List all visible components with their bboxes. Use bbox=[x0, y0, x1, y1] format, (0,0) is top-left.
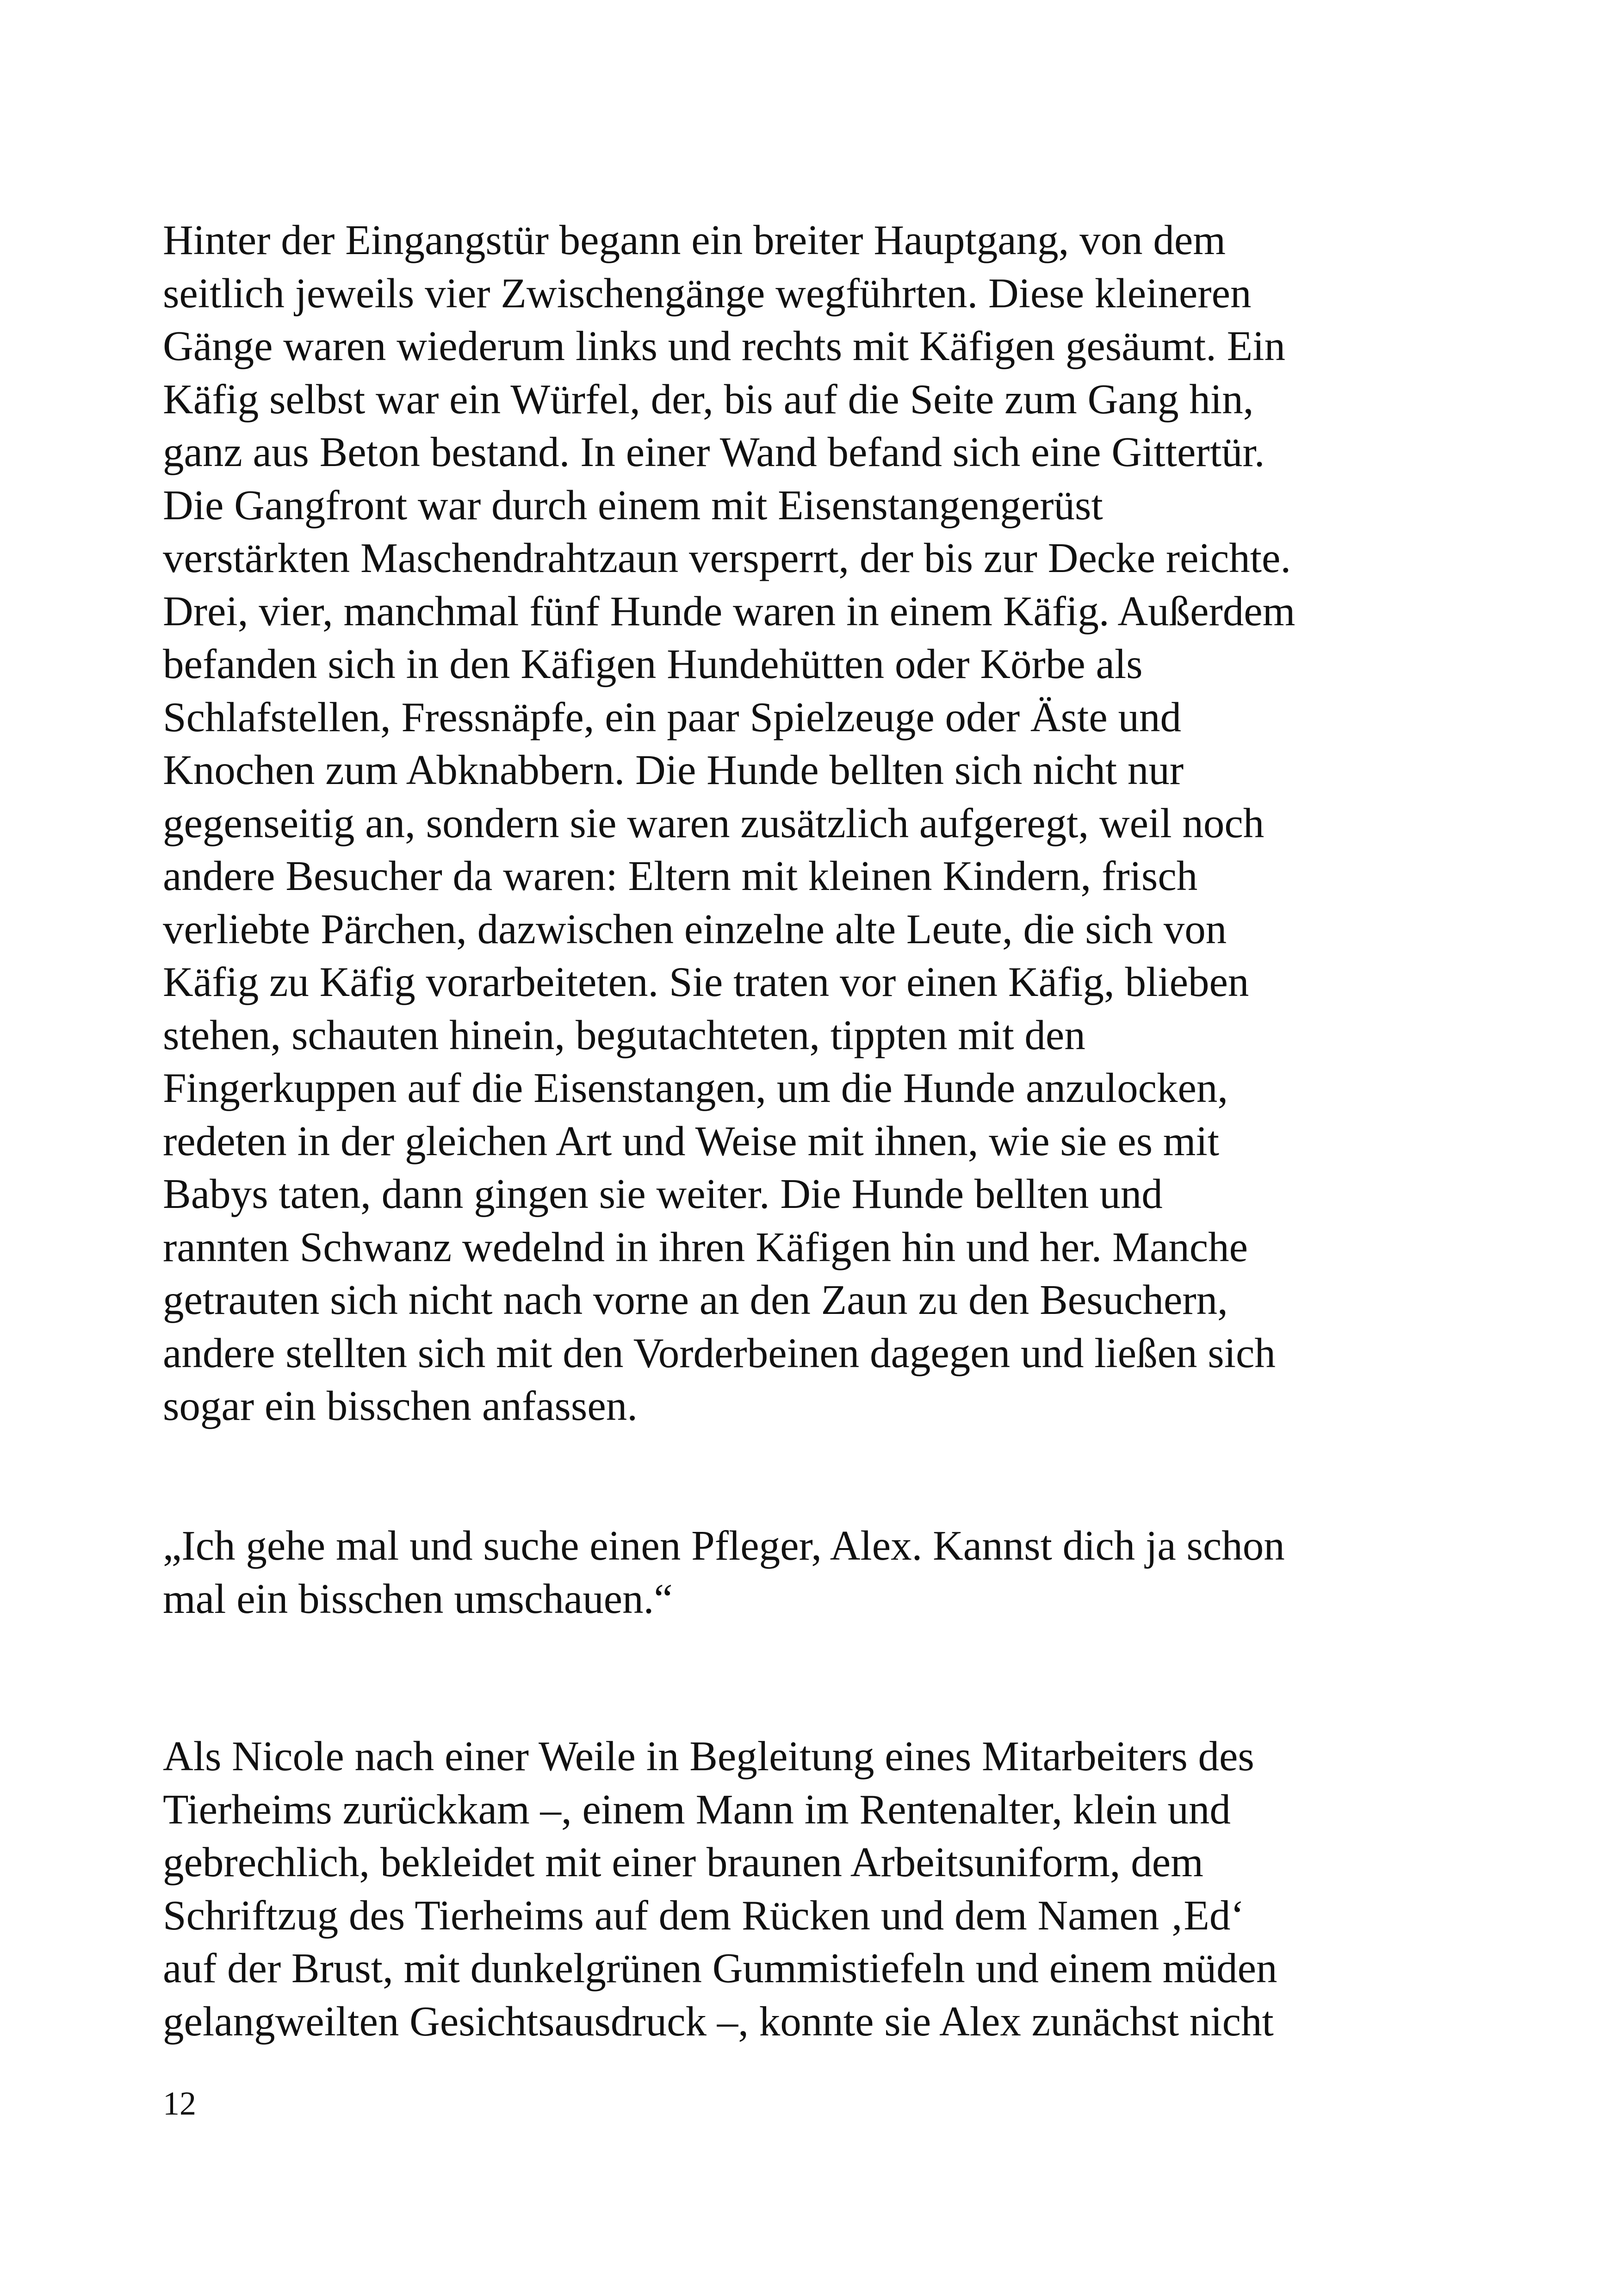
paragraph-1 bbox=[163, 214, 1458, 1433]
text-line: redeten in der gleichen Art und Weise mit ihnen, wie sie es mit bbox=[163, 1117, 1220, 1164]
text-line: Fingerkuppen auf die Eisenstangen, um die Hunde anzulocken, bbox=[163, 1064, 1228, 1111]
paragraph-2 bbox=[163, 1519, 1458, 1625]
text-line: Babys taten, dann gingen sie weiter. Die Hunde bellten und bbox=[163, 1170, 1163, 1217]
text-line: stehen, schauten hinein, begutachteten, tippten mit den bbox=[163, 1011, 1085, 1058]
text-line: Schlafstellen, Fressnäpfe, ein paar Spielzeuge oder Äste und bbox=[163, 693, 1181, 740]
text-line: Hinter der Eingangstür begann ein breiter Hauptgang, von dem bbox=[163, 217, 1226, 263]
paragraph-3 bbox=[163, 1730, 1458, 2048]
text-line: andere stellten sich mit den Vorderbeinen dagegen und ließen sich bbox=[163, 1329, 1276, 1376]
text-line: Die Gangfront war durch einem mit Eisenstangengerüst bbox=[163, 481, 1103, 529]
text-line: andere Besucher da waren: Eltern mit kleinen Kindern, frisch bbox=[163, 852, 1198, 899]
text-line: gebrechlich, bekleidet mit einer braunen Arbeitsuniform, dem bbox=[163, 1839, 1203, 1885]
text-line: verliebte Pärchen, dazwischen einzelne alte Leute, die sich von bbox=[163, 905, 1227, 952]
text-line: befanden sich in den Käfigen Hundehütten oder Körbe als bbox=[163, 641, 1143, 687]
text-line: mal ein bisschen umschauen.“ bbox=[163, 1575, 673, 1622]
text-line: sogar ein bisschen anfassen. bbox=[163, 1382, 638, 1429]
text-line: gegenseitig an, sondern sie waren zusätzlich aufgeregt, weil noch bbox=[163, 799, 1265, 846]
text-line: verstärkten Maschendrahtzaun versperrt, der bis zur Decke reichte. bbox=[163, 535, 1291, 581]
text-line: Drei, vier, manchmal fünf Hunde waren in einem Käfig. Außerdem bbox=[163, 587, 1296, 635]
text-line: rannten Schwanz wedelnd in ihren Käfigen hin und her. Manche bbox=[163, 1223, 1248, 1270]
text-line: „Ich gehe mal und suche einen Pfleger, Alex. Kannst dich ja schon bbox=[163, 1522, 1285, 1569]
text-line: ganz aus Beton bestand. In einer Wand befand sich eine Gittertür. bbox=[163, 429, 1265, 475]
text-line: Knochen zum Abknabbern. Die Hunde bellten sich nicht nur bbox=[163, 747, 1184, 793]
text-line: gelangweilten Gesichtsausdruck –, konnte sie Alex zunächst nicht bbox=[163, 1997, 1274, 2045]
text-line: Gänge waren wiederum links und rechts mit Käfigen gesäumt. Ein bbox=[163, 323, 1285, 369]
text-line: auf der Brust, mit dunkelgrünen Gummistiefeln und einem müden bbox=[163, 1945, 1277, 1991]
text-line: seitlich jeweils vier Zwischengänge wegführten. Diese kleineren bbox=[163, 269, 1252, 317]
text-line: getrauten sich nicht nach vorne an den Zaun zu den Besuchern, bbox=[163, 1276, 1228, 1323]
text-line: Als Nicole nach einer Weile in Begleitung eines Mitarbeiters des bbox=[163, 1733, 1254, 1780]
text-line: Käfig selbst war ein Würfel, der, bis auf die Seite zum Gang hin, bbox=[163, 375, 1254, 423]
page-number: 12 bbox=[163, 2085, 196, 2122]
text-line: Tierheims zurückkam –, einem Mann im Rentenalter, klein und bbox=[163, 1786, 1231, 1833]
text-line: Käfig zu Käfig vorarbeiteten. Sie traten vor einen Käfig, blieben bbox=[163, 958, 1249, 1005]
text-line: Schriftzug des Tierheims auf dem Rücken und dem Namen ‚Ed‘ bbox=[163, 1892, 1245, 1939]
